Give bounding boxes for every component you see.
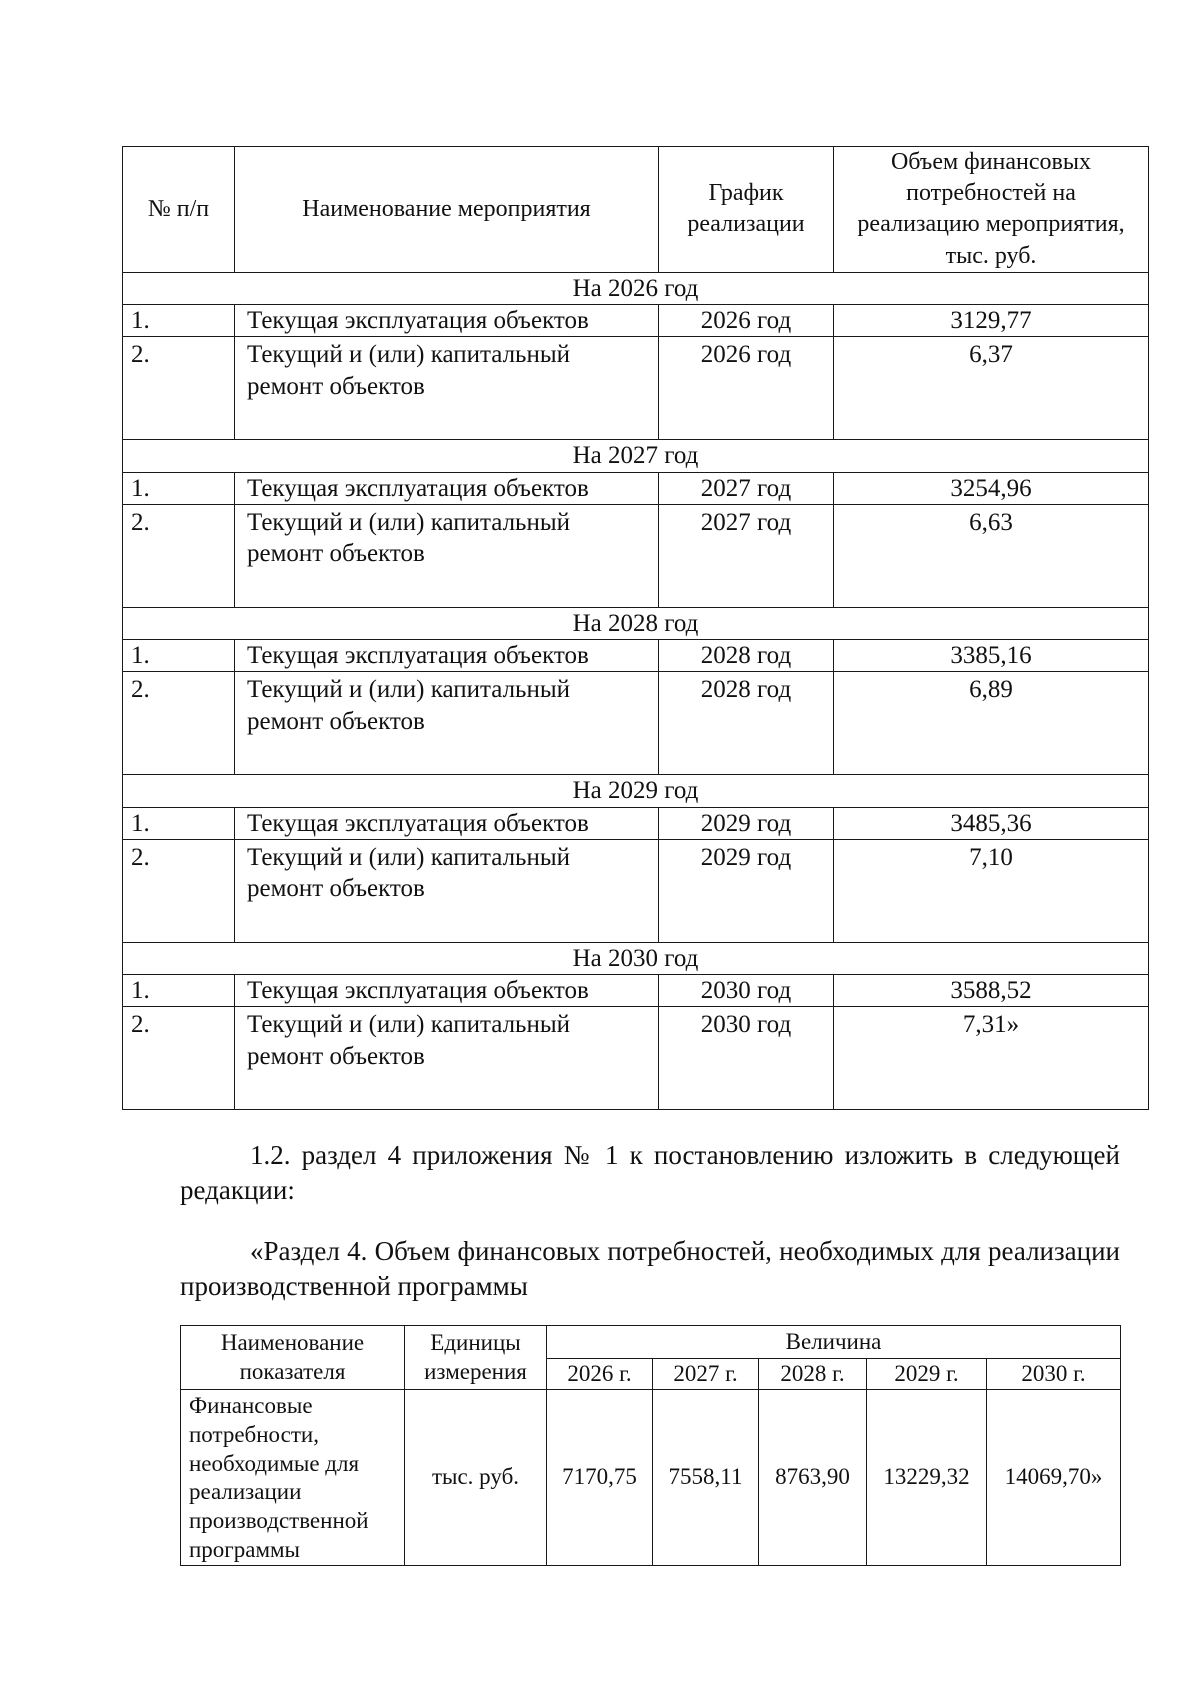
table-row (123, 1007, 1149, 1110)
column-header-unit: Единицы измерения (405, 1326, 547, 1390)
year-section-row (123, 272, 1149, 304)
table-row (123, 839, 1149, 942)
row-schedule: 2030 год (659, 1007, 834, 1110)
row-unit: тыс. руб. (405, 1390, 547, 1566)
year-section-label: На 2028 год (123, 607, 1149, 639)
row-name: Текущая эксплуатация объектов (235, 472, 659, 504)
financial-needs-by-year-table (122, 146, 1149, 1110)
table-row (123, 672, 1149, 775)
table-row (123, 975, 1149, 1007)
row-indicator: Финансовые потребности, необходимые для реализации производственной программы (181, 1390, 405, 1566)
row-amount: 6,63 (834, 504, 1149, 607)
financial-needs-summary-table (180, 1325, 1121, 1566)
year-section-row (123, 607, 1149, 639)
row-num: 1. (123, 305, 235, 337)
row-amount: 7,10 (834, 839, 1149, 942)
table-row (123, 337, 1149, 440)
year-section-label: На 2027 год (123, 440, 1149, 472)
row-num: 1. (123, 472, 235, 504)
row-name: Текущий и (или) капитальный ремонт объектов (235, 672, 659, 775)
row-amount: 3129,77 (834, 305, 1149, 337)
amendment-paragraph: 1.2. раздел 4 приложения № 1 к постановлению изложить в следующей редакции: (180, 1140, 1120, 1205)
year-section-label: На 2030 год (123, 942, 1149, 974)
column-header-schedule: График реализации (659, 147, 834, 273)
row-amount: 7,31» (834, 1007, 1149, 1110)
row-schedule: 2027 год (659, 504, 834, 607)
table-row (123, 640, 1149, 672)
year-section-label: На 2026 год (123, 272, 1149, 304)
column-header-num: № п/п (123, 147, 235, 273)
table-row (123, 305, 1149, 337)
row-schedule: 2026 год (659, 305, 834, 337)
row-name: Текущий и (или) капитальный ремонт объектов (235, 839, 659, 942)
column-header-year: 2029 г. (867, 1359, 987, 1390)
row-num: 2. (123, 672, 235, 775)
row-value: 14069,70» (987, 1390, 1121, 1566)
year-section-row (123, 440, 1149, 472)
row-num: 1. (123, 807, 235, 839)
row-amount: 3588,52 (834, 975, 1149, 1007)
column-header-value: Величина (547, 1326, 1121, 1359)
table-header-row (123, 147, 1149, 273)
row-value: 7170,75 (547, 1390, 653, 1566)
row-value: 13229,32 (867, 1390, 987, 1566)
column-header-year: 2027 г. (653, 1359, 759, 1390)
row-name: Текущий и (или) капитальный ремонт объектов (235, 504, 659, 607)
section-4-heading-paragraph: «Раздел 4. Объем финансовых потребностей, необходимых для реализации производственной программы (180, 1236, 1120, 1301)
row-num: 1. (123, 975, 235, 1007)
table-row (123, 504, 1149, 607)
row-num: 2. (123, 337, 235, 440)
row-value: 7558,11 (653, 1390, 759, 1566)
table-row (123, 472, 1149, 504)
row-amount: 3254,96 (834, 472, 1149, 504)
column-header-year: 2030 г. (987, 1359, 1121, 1390)
row-amount: 3485,36 (834, 807, 1149, 839)
row-name: Текущий и (или) капитальный ремонт объектов (235, 337, 659, 440)
column-header-indicator: Наименование показателя (181, 1326, 405, 1390)
year-section-row (123, 775, 1149, 807)
row-schedule: 2029 год (659, 807, 834, 839)
row-name: Текущая эксплуатация объектов (235, 305, 659, 337)
column-header-year: 2026 г. (547, 1359, 653, 1390)
year-section-label: На 2029 год (123, 775, 1149, 807)
column-header-year: 2028 г. (759, 1359, 867, 1390)
row-schedule: 2028 год (659, 672, 834, 775)
row-name: Текущая эксплуатация объектов (235, 975, 659, 1007)
year-section-row (123, 942, 1149, 974)
row-name: Текущая эксплуатация объектов (235, 807, 659, 839)
row-num: 2. (123, 504, 235, 607)
table-row (123, 807, 1149, 839)
row-amount: 6,89 (834, 672, 1149, 775)
row-num: 1. (123, 640, 235, 672)
row-amount: 3385,16 (834, 640, 1149, 672)
column-header-name: Наименование мероприятия (235, 147, 659, 273)
table-header-row (181, 1326, 1121, 1359)
row-schedule: 2028 год (659, 640, 834, 672)
row-schedule: 2029 год (659, 839, 834, 942)
column-header-amount: Объем финансовых потребностей на реализацию мероприятия, тыс. руб. (834, 147, 1149, 273)
row-value: 8763,90 (759, 1390, 867, 1566)
row-name: Текущая эксплуатация объектов (235, 640, 659, 672)
row-num: 2. (123, 839, 235, 942)
row-schedule: 2026 год (659, 337, 834, 440)
row-schedule: 2030 год (659, 975, 834, 1007)
table-row (181, 1390, 1121, 1566)
row-num: 2. (123, 1007, 235, 1110)
row-schedule: 2027 год (659, 472, 834, 504)
row-name: Текущий и (или) капитальный ремонт объектов (235, 1007, 659, 1110)
row-amount: 6,37 (834, 337, 1149, 440)
